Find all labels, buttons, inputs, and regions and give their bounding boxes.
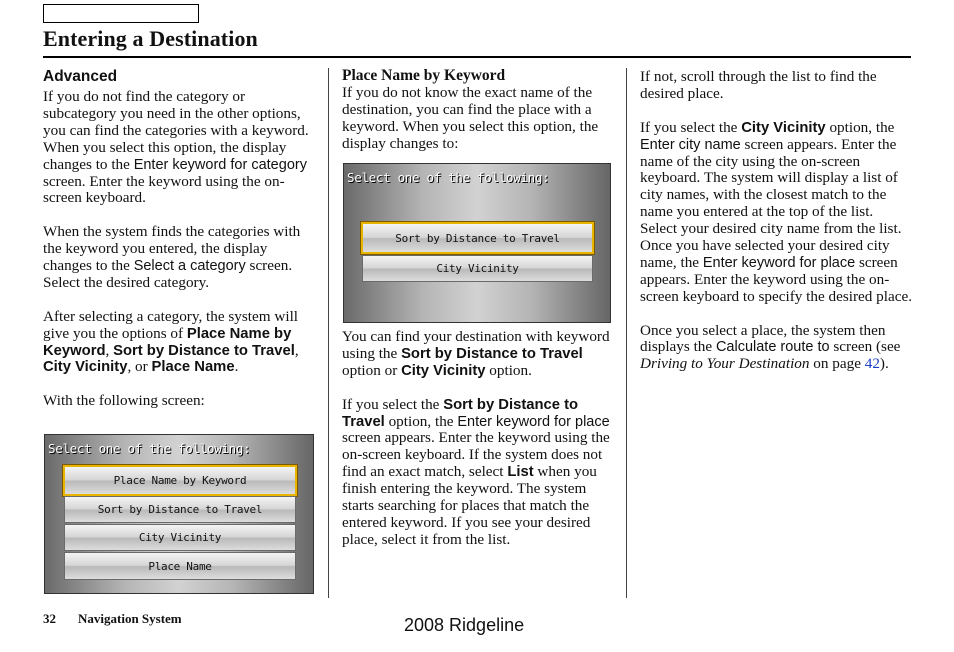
screen-image-options-4 — [44, 434, 314, 594]
keyword-paragraph-2: You can find your destination with keyword using the Sort by Distance to Travel option or City Vicinity option. — [342, 328, 610, 379]
screen-title: Select one of the following: — [48, 441, 251, 456]
col3-paragraph-1: If not, scroll through the list to find the desired place. — [640, 68, 877, 102]
screen-button-city-vicinity[interactable]: City Vicinity — [362, 255, 593, 282]
enter-keyword-for-place-term: Enter keyword for place — [702, 254, 856, 271]
page-42-link[interactable]: 42 — [864, 355, 880, 373]
header-rule — [43, 56, 911, 58]
column-2-lower — [342, 329, 614, 566]
enter-keyword-for-category-term: Enter keyword for category — [133, 156, 307, 173]
screen-title: Select one of the following: — [347, 170, 550, 185]
advanced-heading: Advanced — [43, 68, 118, 85]
column-2 — [342, 68, 614, 169]
keyword-paragraph-3: If you select the Sort by Distance to Travel option, the Enter keyword for place screen appears. Enter the keyword using the on-screen keyboard. If the system does not find an exact match, select List when you finish entering the keyword. The system starts searching for places that match the entered keyword. If you see your desired place, select it from the list. — [342, 395, 610, 548]
advanced-paragraph-4: With the following screen: — [43, 392, 205, 410]
column-divider-1 — [328, 68, 329, 598]
screen-button-sort-by-distance[interactable]: Sort by Distance to Travel — [64, 496, 296, 523]
screen-button-place-name-by-keyword[interactable]: Place Name by Keyword — [63, 465, 297, 496]
place-name-by-keyword-heading: Place Name by Keyword — [342, 67, 506, 84]
screen-button-place-name[interactable]: Place Name — [64, 552, 296, 580]
screen-button-sort-by-distance[interactable]: Sort by Distance to Travel — [361, 222, 594, 254]
driving-to-destination-reference: Driving to Your Destination — [640, 355, 810, 373]
footer-model-name: 2008 Ridgeline — [404, 615, 525, 635]
enter-keyword-for-place-term: Enter keyword for place — [457, 413, 610, 430]
advanced-paragraph-3: After selecting a category, the system will give you the options of Place Name by Keyword, Sort by Distance to Travel, City Vicinity, or Place Name. — [43, 307, 299, 376]
screen-button-city-vicinity[interactable]: City Vicinity — [64, 524, 296, 551]
enter-city-name-term: Enter city name — [640, 136, 741, 153]
advanced-paragraph-1: If you do not find the category or subcategory you need in the other options, you can find the categories with a keyword. When you select this option, the display changes to the Enter keyword for category screen. Enter the keyword using the on-screen keyboard. — [43, 88, 309, 207]
col3-paragraph-2: If you select the City Vicinity option, the Enter city name screen appears. Enter the name of the city using the on-screen keyboard. The system will display a list of city names, with the closest match to the name you entered at the top of the list. Select your desired city name from the list. Once you have selected your desired city name, the Enter keyword for place screen appears. Enter the keyword using the on-screen keyboard to specify the desired place. — [640, 118, 912, 305]
header-tab-box — [43, 4, 199, 23]
keyword-paragraph-1: If you do not know the exact name of the destination, you can find the place with a keyword. When you select this option, the display changes to: — [342, 83, 599, 152]
advanced-paragraph-2: When the system finds the categories with the keyword you entered, the display changes to the Select a category screen. Select the desired category. — [43, 223, 301, 291]
select-a-category-term: Select a category — [133, 258, 246, 275]
column-1 — [43, 68, 315, 427]
page-title: Entering a Destination — [43, 26, 258, 51]
footer-section-name: Navigation System — [78, 611, 182, 626]
col3-paragraph-3: Once you select a place, the system then displays the Calculate route to screen (see Driving to Your Destination on page 42). — [640, 321, 901, 373]
column-divider-2 — [626, 68, 627, 598]
footer-page-number: 32 — [43, 611, 56, 626]
column-3 — [640, 69, 912, 390]
calculate-route-to-term: Calculate route to — [715, 339, 830, 356]
screen-image-options-2 — [343, 163, 611, 323]
